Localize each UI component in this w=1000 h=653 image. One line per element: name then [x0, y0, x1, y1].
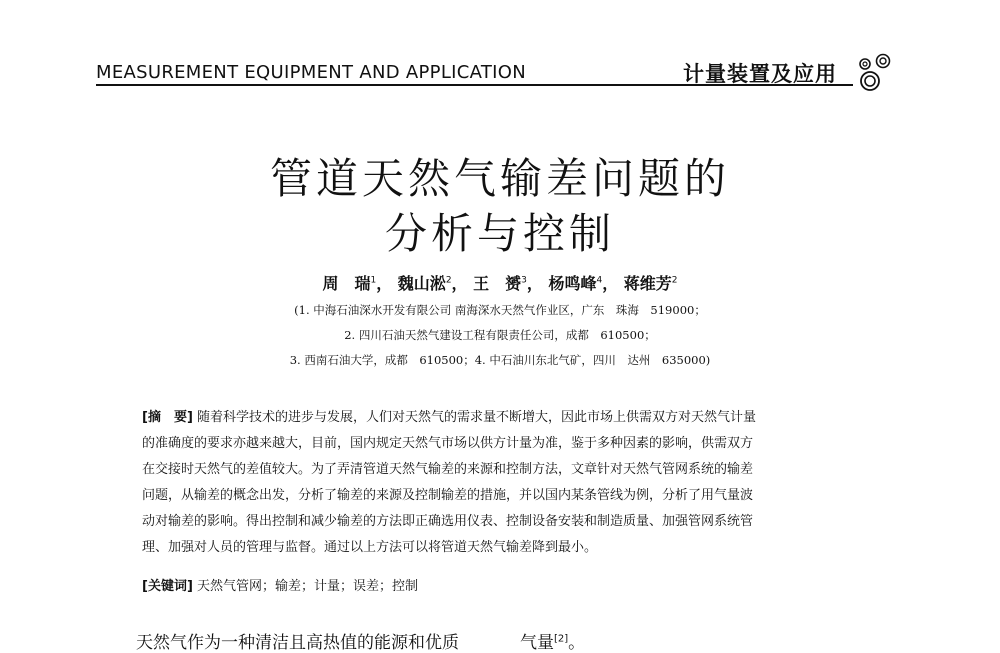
author: 魏山淞$^2$ — [397, 274, 452, 293]
keywords-text: 天然气管网；输差；计量；误差；控制 — [197, 579, 419, 594]
running-header — [96, 58, 896, 98]
author-list: 周 瑞$^1$， 魏山淞$^2$， 王 赟$^3$， 杨鸣峰$^4$， 蒋维芳$^2$ — [322, 274, 678, 293]
abstract-line: 随着科学技术的进步与发展，人们对天然气的需求量不断增大，因此市场上供需双方对天然气计量 — [197, 410, 757, 425]
paper-title-line-2: 分析与控制 — [384, 209, 615, 258]
abstract-line: 的准确度的要求亦越来越大，目前，国内规定天然气市场以供方计量为准，鉴于多种因素的影响，供需双方 — [142, 436, 754, 451]
keywords-label: [关键词] — [142, 579, 193, 594]
affiliation-line-2: 2. 四川石油天然气建设工程有限责任公司，成都 610500； — [344, 328, 656, 342]
affiliation-line-3: 3. 西南石油大学，成都 610500；4. 中石油川东北气矿，四川 达州 635000) — [289, 353, 711, 367]
abstract-line: 问题，从输差的概念出发，分析了输差的来源及控制输差的措施，并以国内某条管线为例，分析了用气量波 — [142, 488, 754, 503]
concentric-circles-icon — [853, 48, 903, 94]
abstract — [142, 405, 858, 561]
paper-title-line-1: 管道天然气输差问题的 — [269, 154, 730, 203]
abstract-line: 在交接时天然气的差值较大。为了弄清管道天然气输差的来源和控制方法，文章针对天然气管网系统的输差 — [142, 462, 754, 477]
abstract-line: 理、加强对人员的管理与监督。通过以上方法可以将管道天然气输差降到最小。 — [142, 540, 598, 555]
abstract-label: [摘 要] — [142, 410, 193, 425]
body-text-right: 气量[2]。 — [520, 633, 586, 653]
abstract-line: 动对输差的影响。得出控制和减少输差的方法即正确选用仪表、控制设备安装和制造质量、加强管网系统管 — [142, 514, 754, 529]
journal-section-english: MEASUREMENT EQUIPMENT AND APPLICATION — [96, 62, 526, 83]
journal-section-chinese: 计量装置及应用 — [683, 62, 837, 86]
affiliation-line-1: (1. 中海石油深水开发有限公司 南海深水天然气作业区，广东 珠海 519000； — [294, 303, 706, 317]
author: 周 瑞$^1$ — [322, 274, 377, 293]
keywords — [142, 576, 858, 598]
author: 王 赟$^3$ — [473, 274, 527, 293]
author: 杨鸣峰$^4$ — [548, 274, 603, 293]
body-text-left: 天然气作为一种清洁且高热值的能源和优质 — [136, 633, 459, 653]
author: 蒋维芳$^2$ — [623, 274, 678, 293]
